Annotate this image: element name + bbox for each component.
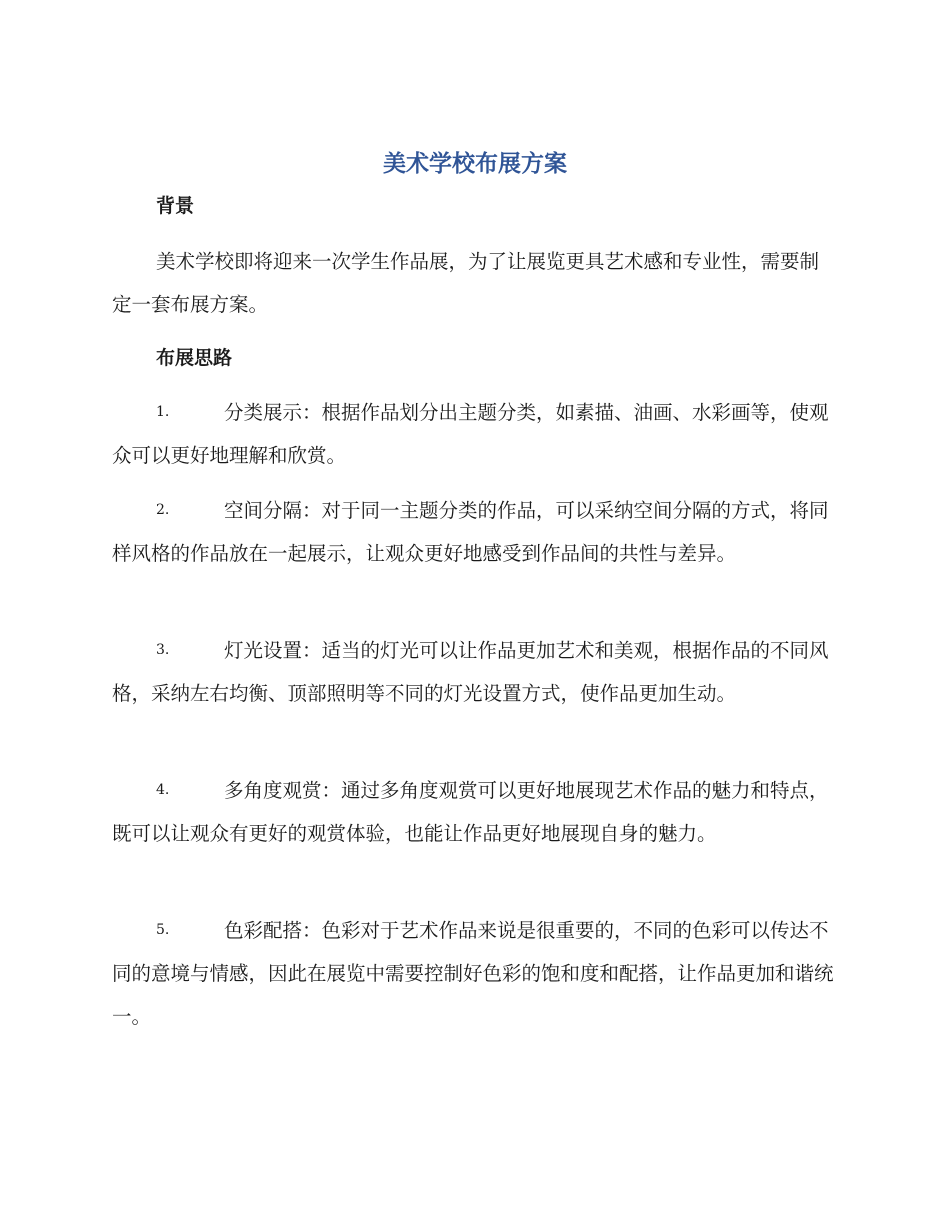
list-item-text: 色彩配搭：色彩对于艺术作品来说是很重要的，不同的色彩可以传达不同的意境与情感，因此在展览中需要控制好色彩的饱和度和配搭，让作品更加和谐统一。	[112, 919, 834, 1028]
list-item-number: 4.	[156, 782, 170, 798]
list-item	[112, 909, 836, 1038]
list-item-number: 5.	[156, 922, 170, 938]
list-item-number: 2.	[156, 502, 170, 518]
list-item-number: 1.	[156, 404, 170, 420]
list-item-number: 3.	[156, 642, 170, 658]
document-title: 美术学校布展方案	[383, 151, 567, 177]
list-item-text: 灯光设置：适当的灯光可以让作品更加艺术和美观，根据作品的不同风格，采纳左右均衡、顶部照明等不同的灯光设置方式，使作品更加生动。	[112, 639, 829, 705]
section-heading-background: 背景	[156, 195, 195, 217]
background-paragraph-text: 美术学校即将迎来一次学生作品展，为了让展览更具艺术感和专业性，需要制定一套布展方案。	[112, 250, 820, 316]
list-item	[112, 489, 836, 575]
list-item-text: 空间分隔：对于同一主题分类的作品，可以采纳空间分隔的方式，将同样风格的作品放在一起展示，让观众更好地感受到作品间的共性与差异。	[112, 499, 829, 565]
list-item	[112, 391, 836, 477]
list-item	[112, 769, 836, 855]
list-item-text: 多角度观赏：通过多角度观赏可以更好地展现艺术作品的魅力和特点，既可以让观众有更好的观赏体验，也能让作品更好地展现自身的魅力。	[112, 779, 829, 845]
list-item-text: 分类展示：根据作品划分出主题分类，如素描、油画、水彩画等，使观众可以更好地理解和欣赏。	[112, 401, 829, 467]
background-paragraph	[112, 240, 836, 326]
section-heading-layout-ideas: 布展思路	[156, 347, 233, 369]
list-item	[112, 629, 836, 715]
